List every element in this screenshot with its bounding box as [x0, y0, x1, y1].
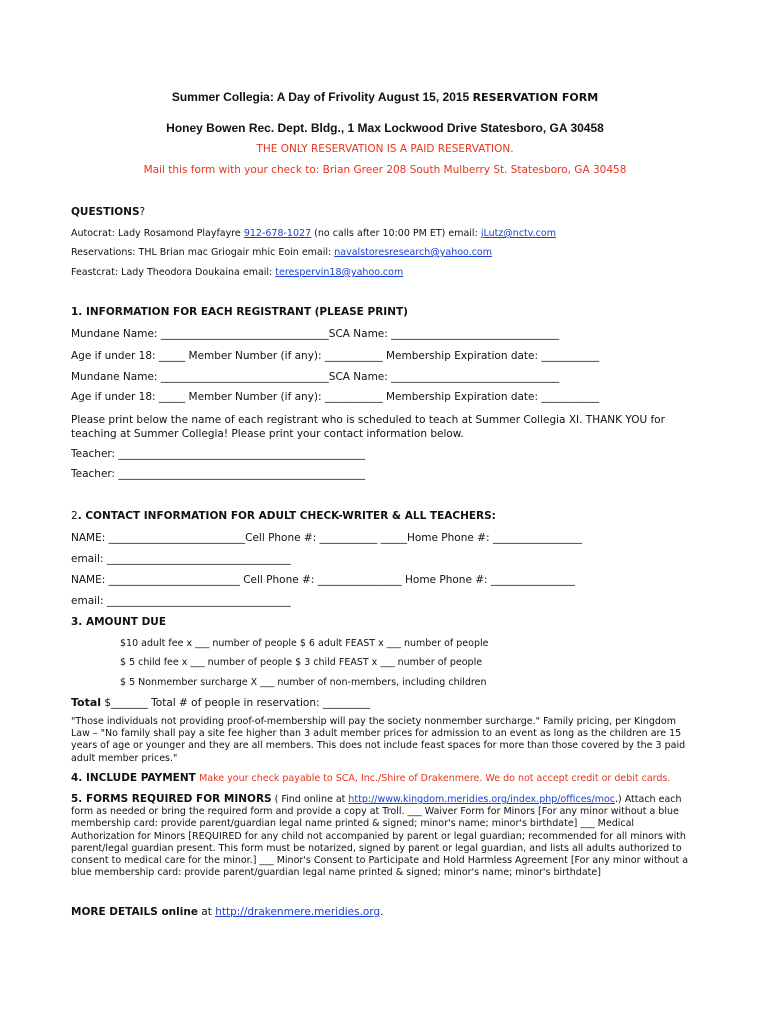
venue-address: Honey Bowen Rec. Dept. Bldg., 1 Max Lockwood Drive Statesboro, GA 30458 — [166, 121, 604, 135]
section4-heading-row: 4. INCLUDE PAYMENT Make your check payable to SCA, Inc./Shire of Drakenmere. We do not accept credit or debit cards. — [71, 772, 671, 784]
moc-forms-link[interactable]: http://www.kingdom.meridies.org/index.php/offices/moc — [348, 794, 615, 805]
event-title: Summer Collegia: A Day of Frivolity August 15, 2015 — [171, 90, 470, 104]
teacher2-field[interactable]: Teacher: _______________________________________________ — [71, 468, 366, 480]
feastcrat-email-link[interactable]: terespervin18@yahoo.com — [275, 267, 404, 278]
registrant1-age-row[interactable]: Age if under 18: _____ Member Number (if any): ___________ Membership Expiration date: ___________ — [71, 350, 600, 362]
form-type-label: RESERVATION FORM — [472, 91, 599, 104]
registrant2-name-row[interactable]: Mundane Name: ________________________________SCA Name: ________________________________ — [71, 371, 560, 383]
questions-heading: QUESTIONS? — [71, 206, 146, 218]
registrant1-name-row[interactable]: Mundane Name: ________________________________SCA Name: ________________________________ — [71, 328, 560, 340]
payment-instructions: Make your check payable to SCA, Inc./Shire of Drakenmere. We do not accept credit or debit cards. — [199, 773, 671, 784]
reservations-contact: Reservations: THL Brian mac Griogair mhic Eoin email: navalstoresresearch@yahoo.com — [71, 247, 492, 258]
pricing-note: "Those individuals not providing proof-of-membership will pay the society nonmember surcharge." Family pricing, per Kingdom Law – "No family shall pay a site fee higher than 3 adult member prices for admission to an event as long as the children are 15 years of age or younger and they are all members. This does not include feast spaces for more than those covered by the 3 paid adult member prices." — [71, 716, 686, 764]
paid-reservation-notice: THE ONLY RESERVATION IS A PAID RESERVATION. — [256, 143, 514, 155]
more-details-row: MORE DETAILS online at http://drakenmere.meridies.org. — [71, 906, 384, 918]
contact1-name-row[interactable]: NAME: __________________________Cell Phone #: ___________ _____Home Phone #: _________________ — [71, 532, 583, 544]
section3-heading: 3. AMOUNT DUE — [71, 616, 166, 628]
nonmember-fee-row[interactable]: $ 5 Nonmember surcharge X ___ number of non-members, including children — [120, 677, 487, 688]
autocrat-phone-link[interactable]: 912-678-1027 — [243, 228, 312, 239]
adult-fee-row[interactable]: $10 adult fee x ___ number of people $ 6 adult FEAST x ___ number of people — [120, 638, 489, 649]
feastcrat-contact: Feastcrat: Lady Theodora Doukaina email: terespervin18@yahoo.com — [71, 267, 404, 278]
reservations-email-link[interactable]: navalstoresresearch@yahoo.com — [334, 247, 492, 258]
teacher-note: Please print below the name of each registrant who is scheduled to teach at Summer Collegia XI. THANK YOU for teaching at Summer Collegia! Please print your contact information below. — [71, 414, 665, 440]
autocrat-email-link[interactable]: jLutz@nctv.com — [480, 228, 556, 239]
contact2-email-row[interactable]: email: ___________________________________ — [71, 595, 291, 607]
section5-block: 5. FORMS REQUIRED FOR MINORS ( Find online at http://www.kingdom.meridies.org/index.php/offices/moc.) Attach each form as needed or bring the required form and provide a copy at Troll. ___ Waiver Form for Minors [For any minor without a blue membership card: provide parent/guardian legal name printed & signed; minor's name; minor's birthdate] ___ Medical Authorization for Minors [REQUIRED for any child not accompanied by parent or legal guardian; recommended for all minors with parent/legal guardian present. This form must be notarized, signed by parent or legal guardian, and lists all adults authorized to consent to medical care for the minor.] ___ Minor's Consent to Participate and Hold Harmless Agreement [For any minor without a blue membership card: provide parent/guardian legal name printed & signed; minor's name; minor's birthdate] — [71, 793, 689, 879]
contact1-email-row[interactable]: email: ___________________________________ — [71, 553, 291, 565]
registrant2-age-row[interactable]: Age if under 18: _____ Member Number (if any): ___________ Membership Expiration date: ___________ — [71, 391, 600, 403]
total-row[interactable]: Total $_______ Total # of people in reservation: _________ — [71, 696, 371, 709]
mail-instructions: Mail this form with your check to: Brian Greer 208 South Mulberry St. Statesboro, GA 30458 — [143, 164, 627, 176]
teacher1-field[interactable]: Teacher: _______________________________________________ — [71, 448, 366, 460]
drakenmere-site-link[interactable]: http://drakenmere.meridies.org — [215, 906, 381, 918]
child-fee-row[interactable]: $ 5 child fee x ___ number of people $ 3 child FEAST x ___ number of people — [120, 657, 483, 668]
form-title — [0, 90, 770, 104]
section1-heading: 1. INFORMATION FOR EACH REGISTRANT (PLEASE PRINT) — [71, 306, 408, 318]
section2-heading: 2. CONTACT INFORMATION FOR ADULT CHECK-WRITER & ALL TEACHERS: — [71, 510, 496, 522]
contact2-name-row[interactable]: NAME: _________________________ Cell Phone #: ________________ Home Phone #: ________________ — [71, 574, 575, 586]
autocrat-contact: Autocrat: Lady Rosamond Playfayre 912-678-1027 (no calls after 10:00 PM ET) email: jLutz@nctv.com — [71, 228, 556, 239]
section5-heading: 5. FORMS REQUIRED FOR MINORS — [71, 793, 272, 805]
